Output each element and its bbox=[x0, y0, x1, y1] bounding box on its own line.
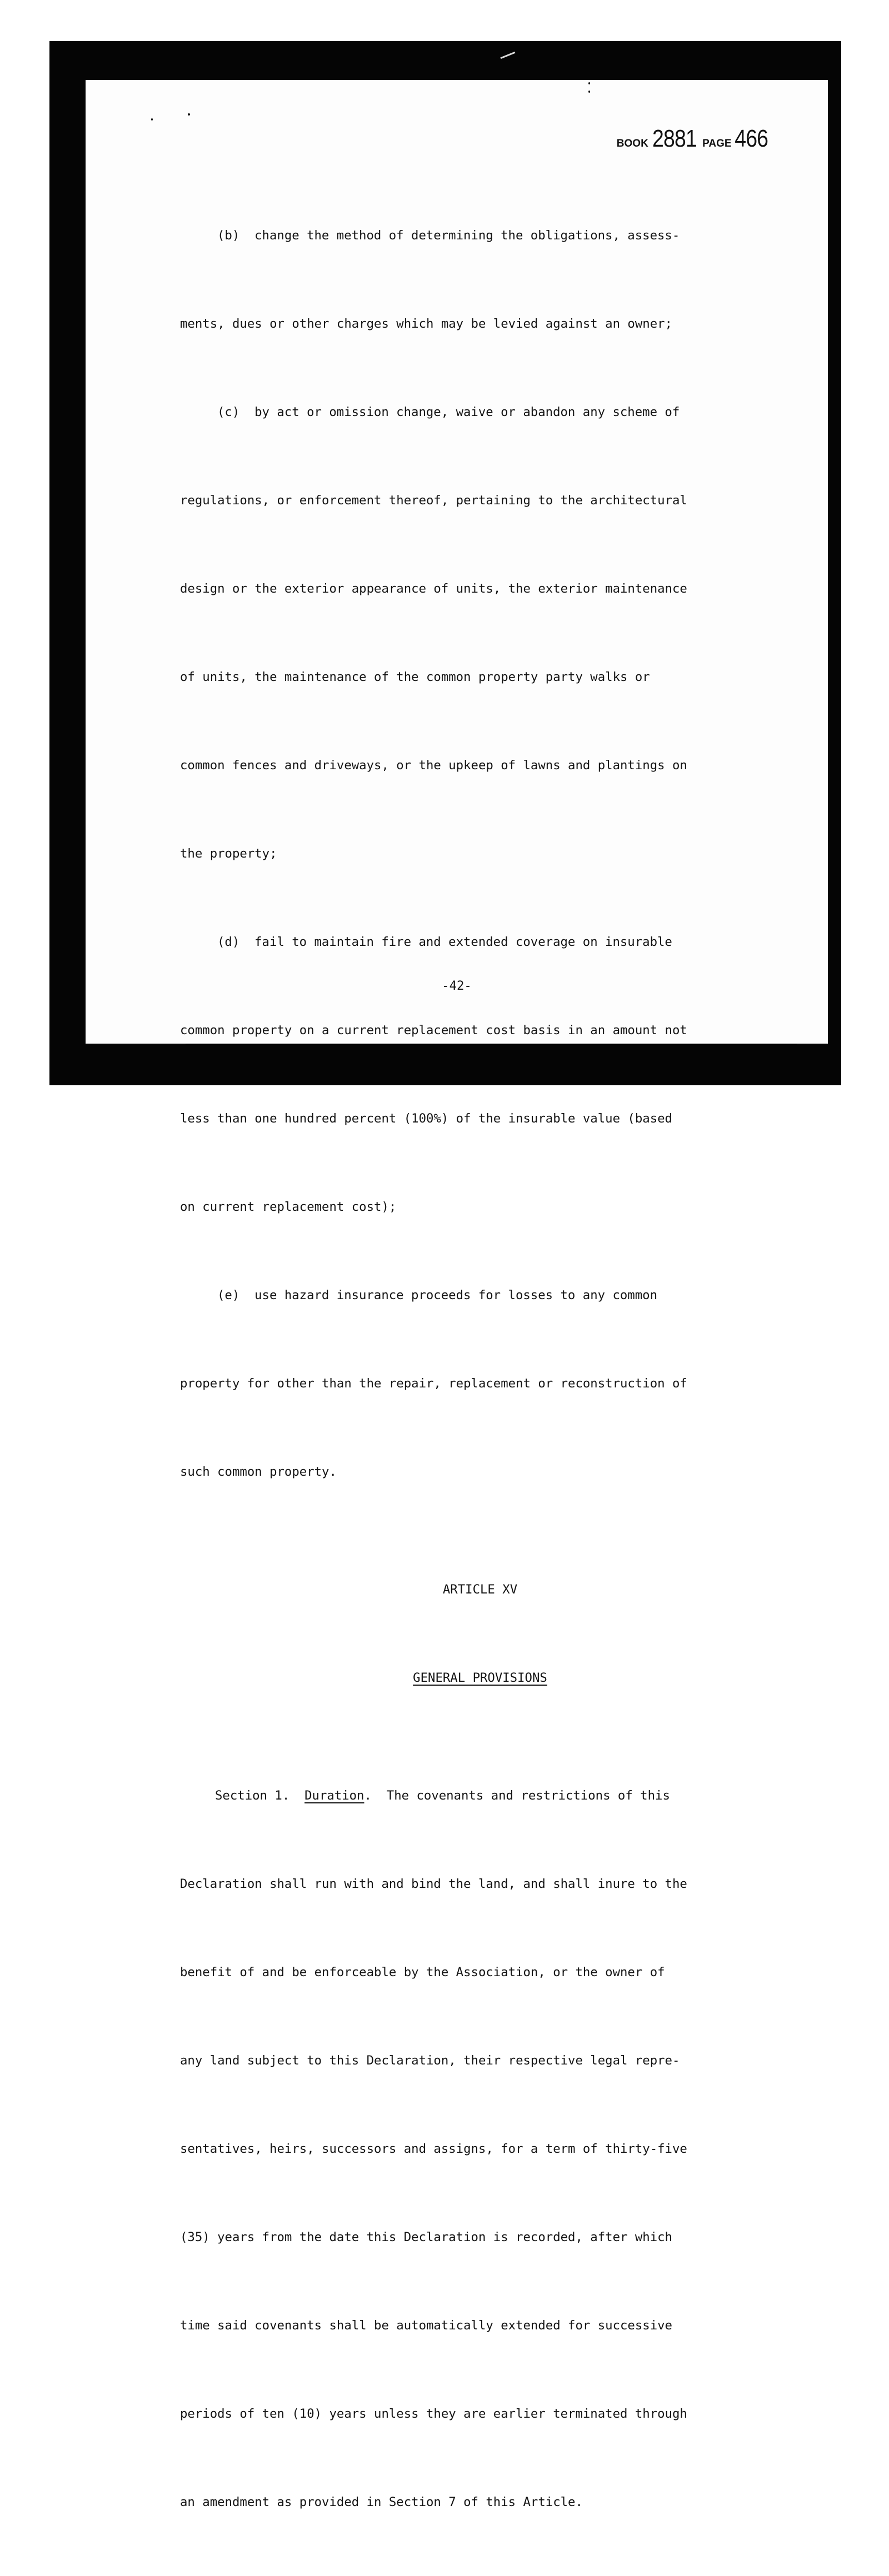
section-1-line: periods of ten (10) years unless they are earlier terminated through bbox=[180, 2407, 687, 2421]
scan-speck bbox=[151, 118, 153, 121]
paragraph-e-line: (e) use hazard insurance proceeds for losses to any common bbox=[217, 1288, 658, 1302]
scan-speck bbox=[588, 82, 590, 84]
paragraph-b-line: (b) change the method of determining the obligations, assess- bbox=[217, 228, 680, 243]
paragraph-c-line: regulations, or enforcement thereof, pertaining to the architectural bbox=[180, 493, 687, 508]
document-body bbox=[180, 162, 780, 2576]
paragraph-c-line: common fences and driveways, or the upkeep of lawns and plantings on bbox=[180, 758, 687, 773]
paragraph-b-line: ments, dues or other charges which may be levied against an owner; bbox=[180, 317, 672, 331]
section-1-first-line bbox=[180, 1781, 780, 1811]
page-label: PAGE bbox=[702, 138, 732, 149]
paragraph-e-line: such common property. bbox=[180, 1465, 337, 1479]
page-footer-number: -42- bbox=[442, 979, 472, 993]
section-1-line: any land subject to this Declaration, their respective legal repre- bbox=[180, 2053, 680, 2068]
section-prefix: Section 1. bbox=[215, 1788, 305, 1803]
scan-speck bbox=[588, 91, 590, 93]
scan-bottom-edge bbox=[186, 1043, 797, 1044]
section-1-line: Declaration shall run with and bind the land, and shall inure to the bbox=[180, 1877, 687, 1891]
section-1-line: sentatives, heirs, successors and assigns, for a term of thirty-five bbox=[180, 2142, 687, 2156]
paragraph-c-line: design or the exterior appearance of units, the exterior maintenance bbox=[180, 582, 687, 596]
paragraph-d-line: common property on a current replacement cost basis in an amount not bbox=[180, 1023, 687, 1038]
paragraph-d-line: less than one hundred percent (100%) of the insurable value (based bbox=[180, 1111, 672, 1126]
paragraph-c-line: (c) by act or omission change, waive or abandon any scheme of bbox=[217, 405, 680, 419]
section-heading: Duration bbox=[304, 1788, 364, 1803]
article-subtitle bbox=[180, 1663, 780, 1693]
section-first-line-rest: . The covenants and restrictions of this bbox=[364, 1788, 670, 1803]
book-label: BOOK bbox=[616, 138, 648, 149]
book-number: 2881 bbox=[652, 125, 697, 152]
section-1-line: (35) years from the date this Declaration is recorded, after which bbox=[180, 2230, 672, 2244]
paragraph-d-line: on current replacement cost); bbox=[180, 1200, 397, 1214]
book-page-reference bbox=[617, 125, 771, 153]
section-1-line: benefit of and be enforceable by the Association, or the owner of bbox=[180, 1965, 665, 1979]
paragraph-d-line: (d) fail to maintain fire and extended coverage on insurable bbox=[217, 935, 672, 949]
paragraph-c-line: of units, the maintenance of the common property party walks or bbox=[180, 670, 650, 684]
page-number-ref: 466 bbox=[734, 125, 768, 152]
section-1-line: time said covenants shall be automatically extended for successive bbox=[180, 2318, 672, 2333]
document-page bbox=[86, 80, 828, 2509]
paragraph-e-line: property for other than the repair, replacement or reconstruction of bbox=[180, 1376, 687, 1391]
scan-speck bbox=[188, 113, 190, 116]
article-title: ARTICLE XV bbox=[442, 1582, 518, 1597]
paragraph-c-line: the property; bbox=[180, 846, 277, 861]
section-1-line: an amendment as provided in Section 7 of this Article. bbox=[180, 2495, 583, 2509]
article-subtitle-text: GENERAL PROVISIONS bbox=[413, 1671, 547, 1685]
